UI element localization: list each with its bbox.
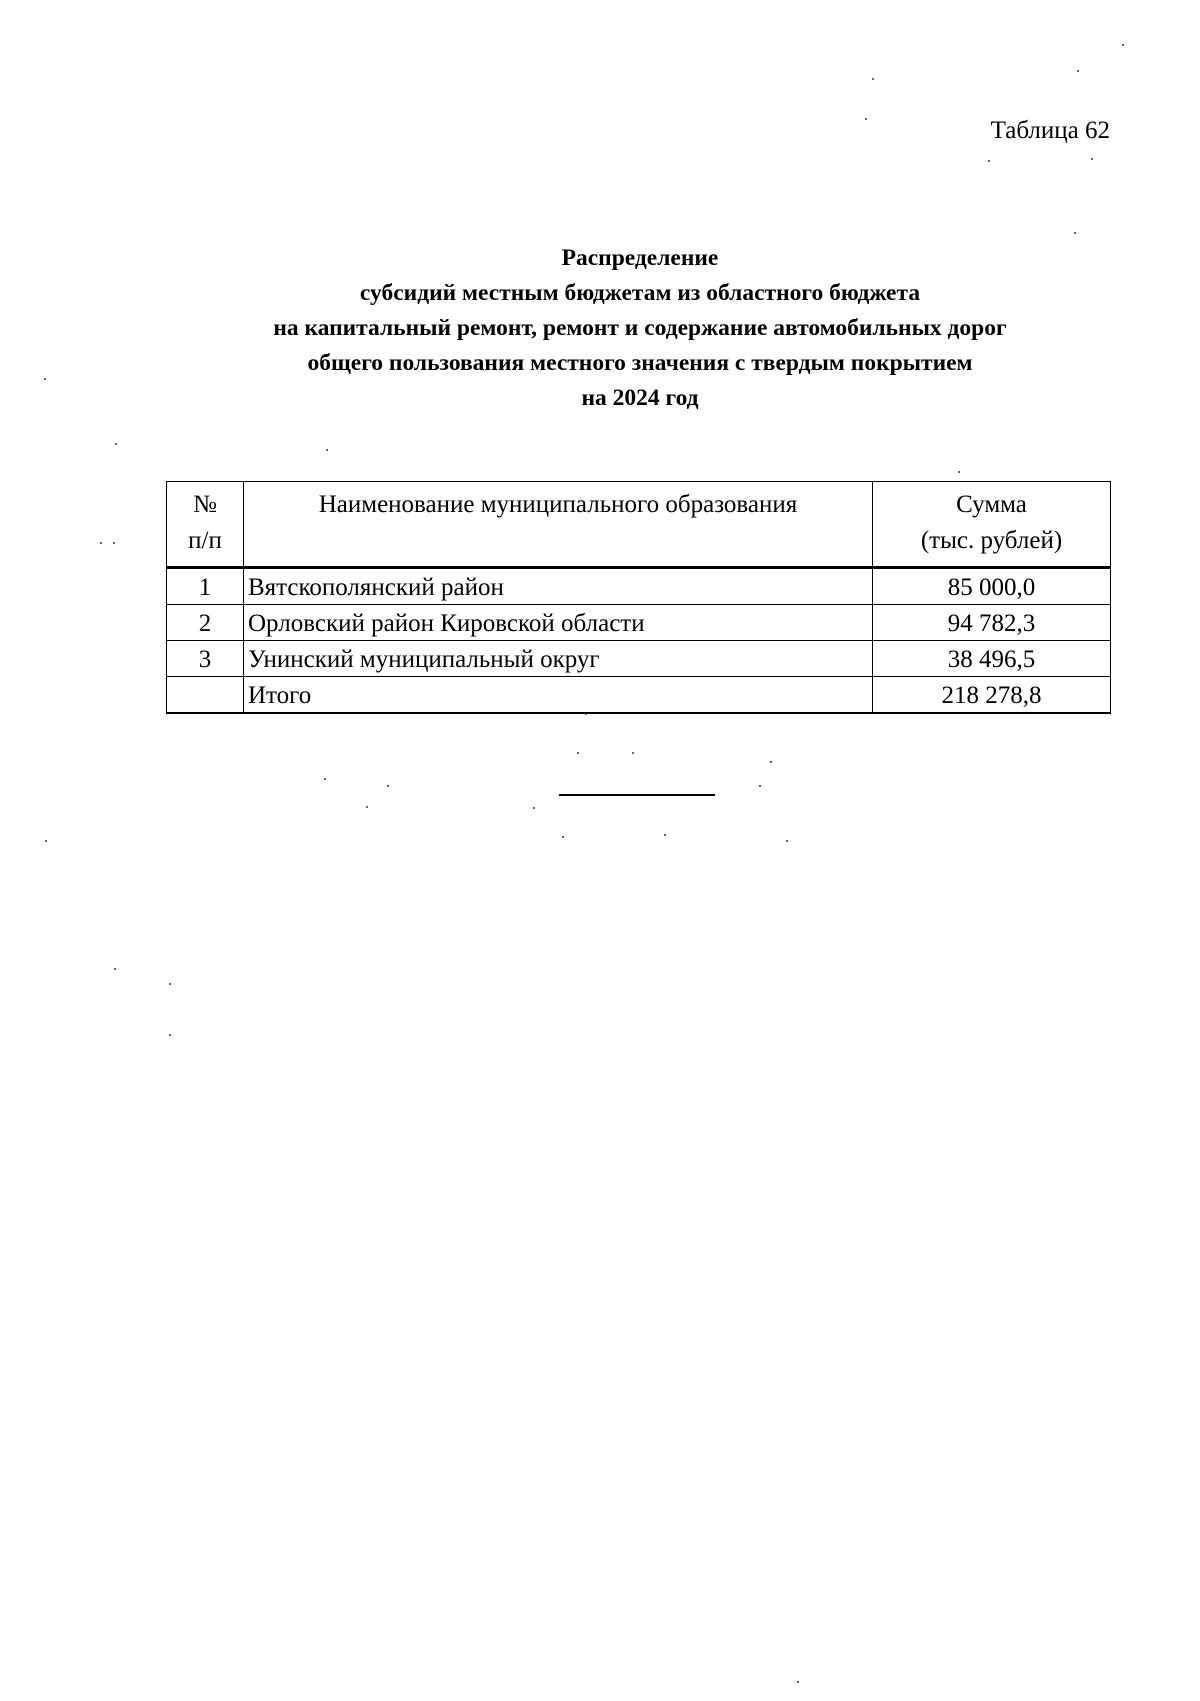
subsidy-distribution-table	[166, 481, 1111, 714]
scan-speck	[958, 471, 960, 473]
scan-speck	[1122, 44, 1124, 46]
subsidy-amount: 38 496,5	[873, 641, 1111, 677]
scan-speck	[114, 968, 116, 970]
title-line-3: на капитальный ремонт, ремонт и содержание автомобильных дорог	[273, 315, 1007, 341]
scan-speck	[1091, 158, 1093, 160]
scan-speck	[113, 542, 115, 544]
scan-speck	[324, 778, 326, 780]
title-line-1: Распределение	[561, 245, 719, 271]
row-number: 1	[167, 568, 244, 605]
total-label: Итого	[244, 677, 873, 714]
scan-speck	[326, 449, 328, 451]
scan-speck	[577, 752, 579, 754]
scan-speck	[770, 761, 772, 763]
scan-speck	[759, 785, 761, 787]
table-number-label: Таблица 62	[990, 117, 1110, 144]
scan-speck	[100, 542, 102, 544]
column-header-name: Наименование муниципального образования	[244, 482, 873, 568]
total-amount: 218 278,8	[873, 677, 1111, 714]
column-header-number-line-2: п/п	[188, 527, 222, 554]
scan-speck	[44, 378, 46, 380]
scan-speck	[45, 840, 47, 842]
scan-speck	[988, 160, 990, 162]
subsidy-amount: 94 782,3	[873, 605, 1111, 641]
total-row-number	[167, 677, 244, 714]
scan-speck	[797, 1681, 799, 1683]
municipality-name: Унинский муниципальный округ	[244, 641, 873, 677]
scan-speck	[387, 785, 389, 787]
table-row	[167, 568, 1111, 605]
column-header-sum-line-1: Сумма	[956, 491, 1027, 518]
scan-speck	[865, 118, 867, 120]
scan-speck	[632, 752, 634, 754]
column-header-number	[167, 482, 244, 568]
scan-speck	[366, 806, 368, 808]
scan-speck	[1074, 232, 1076, 234]
scan-speck	[533, 807, 535, 809]
subsidy-amount: 85 000,0	[873, 568, 1111, 605]
scan-speck	[562, 836, 564, 838]
municipality-name: Вятскополянский район	[244, 568, 873, 605]
title-line-5: на 2024 год	[581, 385, 699, 411]
scan-speck	[1077, 70, 1079, 72]
column-header-sum-line-2: (тыс. рублей)	[920, 527, 1063, 554]
table-header	[167, 482, 1111, 568]
column-header-sum	[873, 482, 1111, 568]
scan-speck	[585, 713, 587, 715]
scan-speck	[872, 78, 874, 80]
document-title	[120, 241, 1160, 416]
table-header-row	[167, 482, 1111, 568]
table-body	[167, 568, 1111, 714]
scan-speck	[115, 443, 117, 445]
title-line-2: субсидий местным бюджетам из областного бюджета	[359, 280, 921, 306]
title-line-4: общего пользования местного значения с твердым покрытием	[307, 350, 973, 376]
row-number: 2	[167, 605, 244, 641]
table-row	[167, 641, 1111, 677]
scan-speck	[169, 1034, 171, 1036]
scan-speck	[169, 983, 171, 985]
column-header-number-line-1: №	[193, 491, 217, 518]
table-row	[167, 605, 1111, 641]
end-of-table-rule	[559, 794, 715, 796]
scan-speck	[664, 834, 666, 836]
total-row	[167, 677, 1111, 714]
scan-speck	[786, 840, 788, 842]
row-number: 3	[167, 641, 244, 677]
municipality-name: Орловский район Кировской области	[244, 605, 873, 641]
